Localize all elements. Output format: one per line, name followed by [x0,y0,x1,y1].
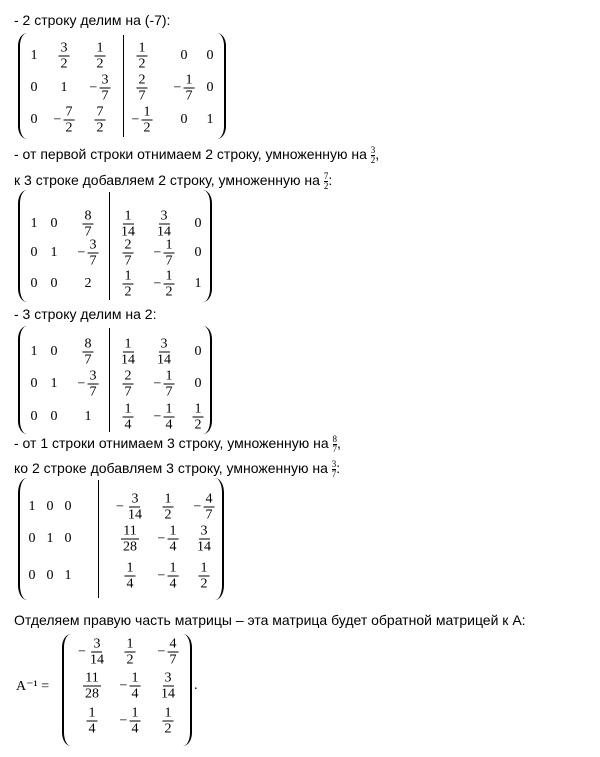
matrix-after-eliminate-col2 [18,190,212,302]
matrix-entry: − $\frac{4}{7}$ [193,491,213,523]
matrix-entry: 1 [30,48,38,63]
matrix-entry: 8 7 [84,336,92,368]
matrix-entry: 0 [30,245,38,260]
matrix-entry: 2 7 [124,368,132,400]
step-text: Отделяем правую часть матрицы – эта матрица будет обратной матрицей к А: [14,612,526,628]
matrix-entry: 3 14 [157,336,171,368]
multiplier-fraction: $\frac{7}{2}$ [323,171,329,191]
step-subtract-row2: - от первой строки отнимаем 2 строку, умноженную на $\frac{3}{2}$ , [14,145,380,165]
augment-divider [123,35,124,137]
matrix-entry: 3 14 [157,208,171,240]
matrix-entry: − $\frac{1}{7}$ [153,237,173,269]
matrix-entry: 8 7 [84,208,92,240]
matrix-entry: 1 2 [138,40,146,72]
matrix-entry: 1 2 [200,560,208,592]
matrix-entry: 1 [84,409,92,424]
matrix-entry: 11 28 [123,523,137,555]
matrix-entry: − $\frac{3}{7}$ [77,237,97,269]
matrix-entry: 7 2 [96,104,104,136]
matrix-entry: 0 [46,499,54,514]
matrix-entry: − $\frac{3}{7}$ [89,72,109,104]
matrix-entry: 2 7 [138,72,146,104]
matrix-entry: 1 [30,216,38,231]
multiplier-fraction: $\frac{8}{7}$ [332,434,338,454]
matrix-entry: − $\frac{3}{7}$ [77,368,97,400]
matrix-entry: 0 [30,376,38,391]
step-text: к 3 строке добавляем 2 строку, умноженную на [14,172,320,189]
matrix-entry: 1 [64,568,72,583]
matrix-entry: − $\frac{1}{7}$ [173,72,193,104]
matrix-entry: 2 [84,276,92,291]
matrix-entry: 1 [194,276,202,291]
matrix-entry: − $\frac{1}{7}$ [153,368,173,400]
matrix-entry: − $\frac{3}{14}$ [78,636,104,668]
matrix-entry: 0 [30,276,38,291]
matrix-entry: 1 [28,499,36,514]
matrix-entry: 0 [206,48,214,63]
matrix-entry: − $\frac{4}{7}$ [157,636,177,668]
matrix-entry: 1 2 [194,401,202,433]
matrix-entry: 0 [50,216,58,231]
matrix-after-divide-row3 [18,326,212,434]
matrix-entry: 1 14 [121,208,135,240]
matrix-entry: 0 [30,409,38,424]
matrix-entry: − $\frac{1}{4}$ [119,705,139,737]
matrix-identity-augmented [18,478,224,600]
step-add-row2: к 3 строке добавляем 2 строку, умноженную на $\frac{7}{2}$ : [14,171,333,191]
matrix-entry: 2 7 [124,237,132,269]
matrix-entry: 0 [50,344,58,359]
step-text: ко 2 строке добавляем 3 строку, умноженную на [14,460,328,477]
matrix-entry: 1 [50,376,58,391]
matrix-entry: 0 [206,80,214,95]
matrix-entry: 0 [30,112,38,127]
augment-divider [98,480,99,598]
matrix-entry: 0 [64,499,72,514]
matrix-entry: 1 4 [88,705,96,737]
matrix-entry: 1 [60,80,68,95]
multiplier-fraction: $\frac{3}{2}$ [370,145,376,165]
matrix-entry: − $\frac{1}{4}$ [157,560,177,592]
matrix-entry: 1 [50,245,58,260]
matrix-entry: 1 2 [164,705,172,737]
matrix-entry: − $\frac{1}{2}$ [153,268,173,300]
matrix-entry: 1 4 [124,401,132,433]
matrix-entry: − $\frac{1}{4}$ [119,670,139,702]
matrix-entry: − $\frac{7}{2}$ [53,104,73,136]
matrix-entry: 11 28 [85,670,99,702]
matrix-entry: 1 [206,112,214,127]
augment-divider [109,192,110,300]
step-subtract-row3: - от 1 строки отнимаем 3 строку, умноженную на $\frac{8}{7}$ , [14,434,341,454]
step-add-row3: ко 2 строке добавляем 3 строку, умноженную на $\frac{3}{7}$ : [14,459,341,479]
matrix-inverse [62,634,192,746]
step-text: - 3 строку делим на 2: [14,306,157,322]
matrix-entry: 0 [194,344,202,359]
matrix-entry: 3 2 [60,40,68,72]
matrix-entry: 3 14 [161,670,175,702]
inverse-tail: . [194,678,198,693]
step-text: - 2 строку делим на (-7): [14,12,171,28]
step-divide-row3 [14,306,156,322]
step-divide-row2 [14,12,170,28]
matrix-entry: 1 [46,531,54,546]
matrix-entry: 1 2 [96,40,104,72]
matrix-entry: 1 2 [126,636,134,668]
matrix-entry: 1 2 [164,491,172,523]
matrix-entry: 0 [46,568,54,583]
matrix-entry: 3 14 [197,523,211,555]
matrix-after-divide-row2 [18,33,226,139]
step-text: - от первой строки отнимаем 2 строку, умноженную на [14,146,367,163]
matrix-entry: 1 14 [121,336,135,368]
multiplier-fraction: $\frac{3}{7}$ [331,459,337,479]
matrix-entry: 0 [180,48,188,63]
step-extract-inverse [14,612,526,628]
matrix-entry: − $\frac{1}{2}$ [131,104,151,136]
matrix-entry: 0 [50,409,58,424]
step-text: - от 1 строки отнимаем 3 строку, умноженную на [14,435,329,452]
inverse-label: A⁻¹ = [16,679,50,694]
matrix-entry: 0 [194,216,202,231]
matrix-entry: 1 [30,344,38,359]
matrix-entry: 1 2 [124,268,132,300]
augment-divider [109,328,110,432]
matrix-entry: − $\frac{1}{4}$ [153,401,173,433]
matrix-entry: 0 [28,531,36,546]
matrix-entry: 0 [50,276,58,291]
matrix-entry: − $\frac{3}{14}$ [116,491,142,523]
matrix-entry: 1 4 [126,560,134,592]
matrix-entry: 0 [180,112,188,127]
matrix-entry: 0 [28,568,36,583]
matrix-entry: 0 [194,376,202,391]
matrix-entry: 0 [194,245,202,260]
matrix-entry: 0 [64,531,72,546]
matrix-entry: − $\frac{1}{4}$ [157,523,177,555]
matrix-entry: 0 [30,80,38,95]
